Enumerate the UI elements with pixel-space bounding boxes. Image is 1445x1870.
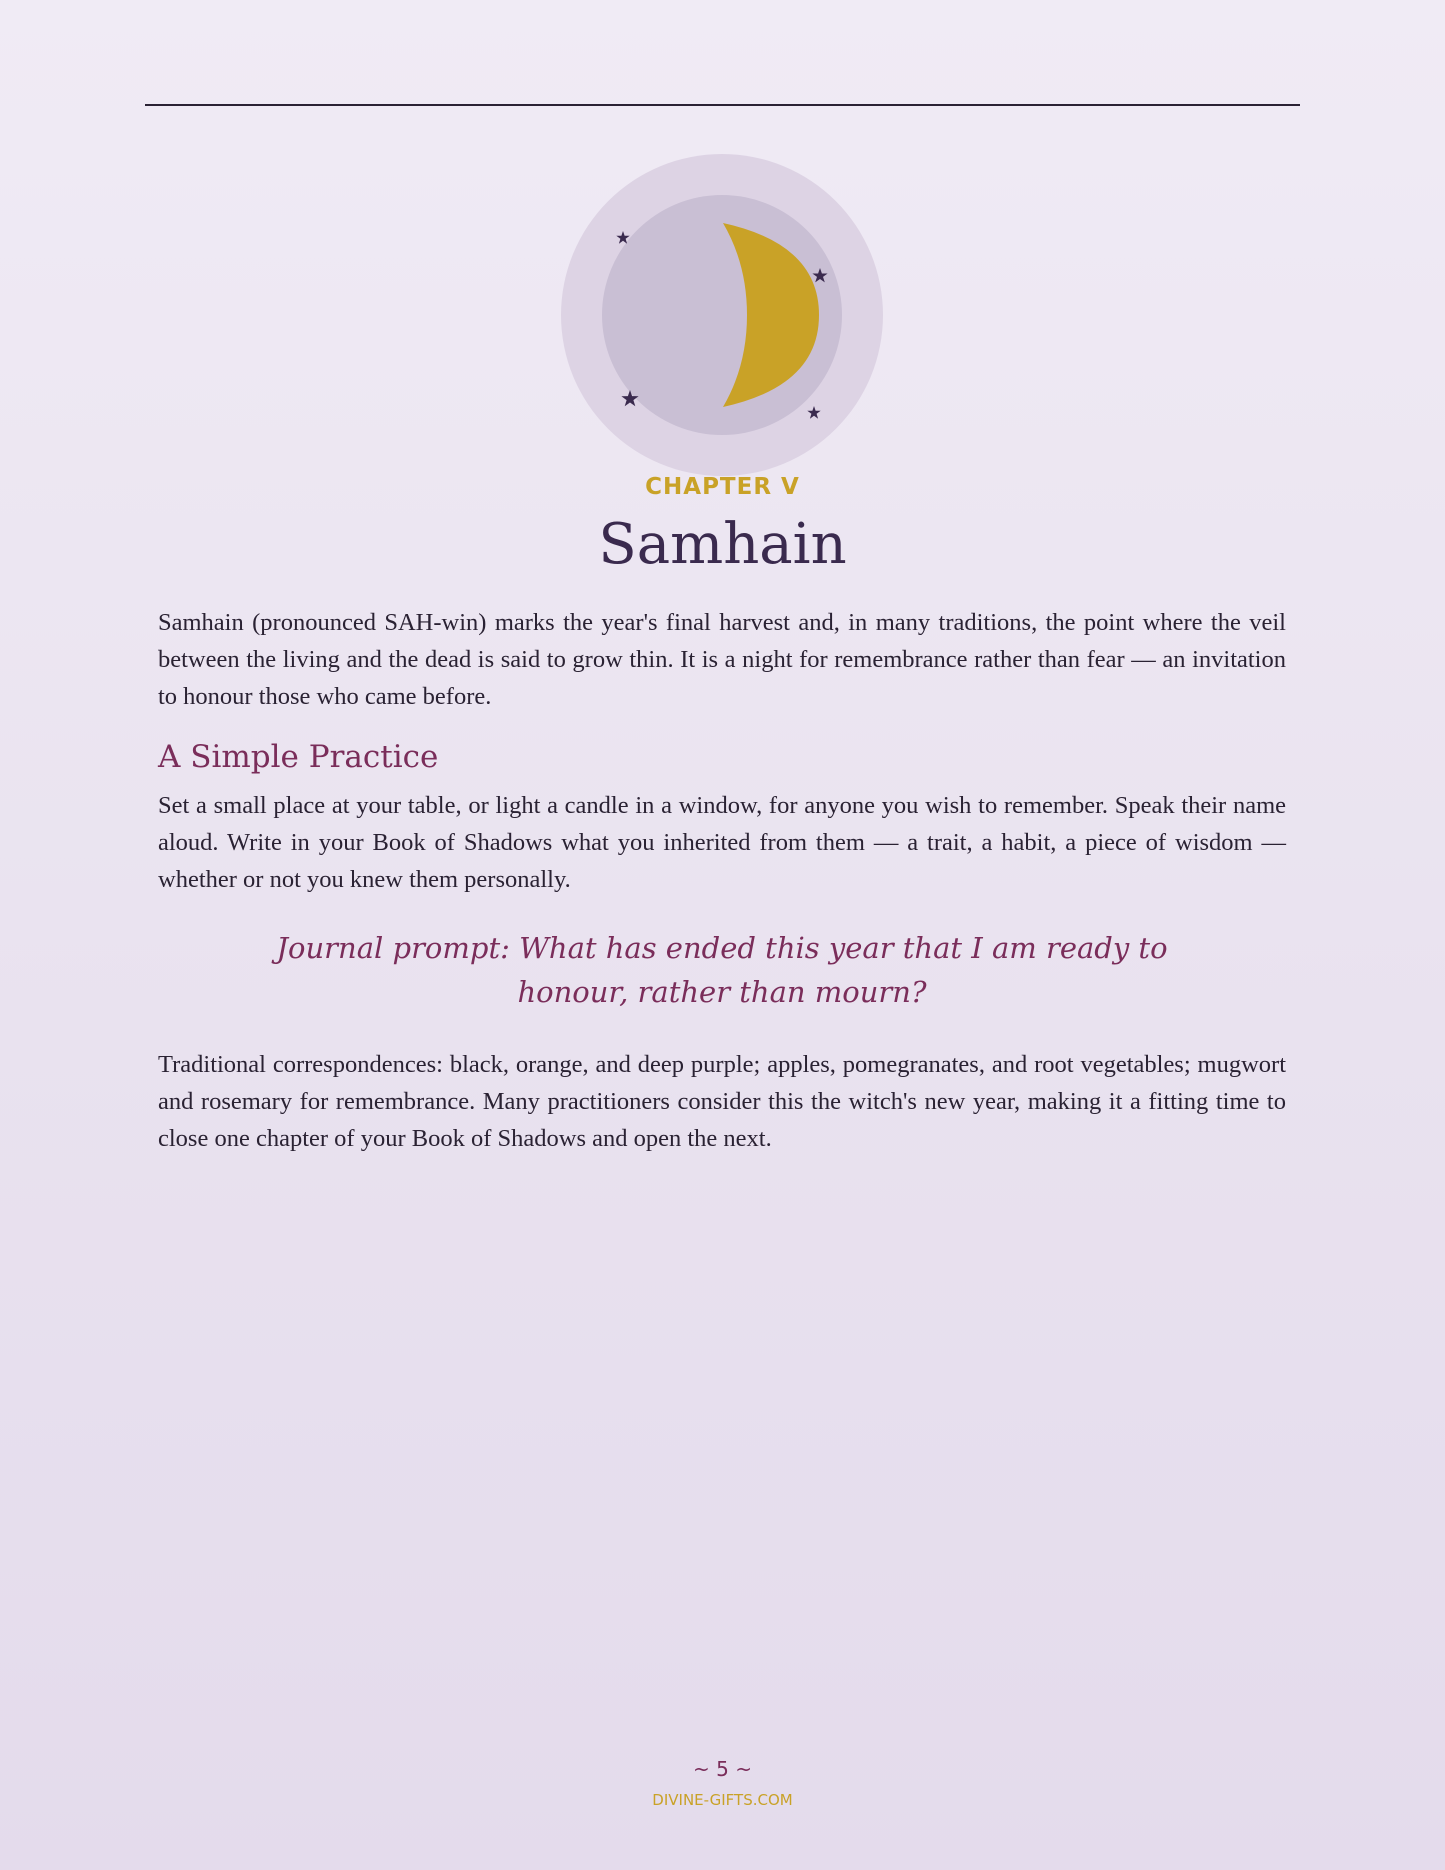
practice-paragraph: Set a small place at your table, or light a candle in a window, for anyone you wish to remember. Speak their name aloud. Write in your Book of Shadows what you inherited from them — a trait, a habit, a piece of wisdom — whether or not you knew them personally. <box>158 792 1286 893</box>
correspondences-paragraph: Traditional correspondences: black, orange, and deep purple; apples, pomegranates, and root vegetables; mugwort and rosemary for remembrance. Many practitioners consider this the witch's new year, making it a fitting time to close one chapter of your Book of Shadows and open the next. <box>158 1051 1286 1152</box>
page-number: ~ 5 ~ <box>693 1757 752 1781</box>
footer-site-link[interactable]: DIVINE-GIFTS.COM <box>652 1791 793 1809</box>
journal-prompt: Journal prompt: What has ended this year that I am ready to honour, rather than mourn? <box>276 931 1168 1009</box>
moon-emblem <box>561 154 883 476</box>
chapter-body <box>158 604 1286 1157</box>
page-title: Samhain <box>598 512 847 577</box>
chapter-label: CHAPTER V <box>645 474 800 500</box>
top-divider <box>145 104 1300 106</box>
intro-paragraph: Samhain (pronounced SAH-win) marks the year's final harvest and, in many traditions, the point where the veil between the living and the dead is said to grow thin. It is a night for remembrance rather than fear — an invitation to honour those who came before. <box>158 609 1286 710</box>
section-heading: A Simple Practice <box>158 739 439 775</box>
